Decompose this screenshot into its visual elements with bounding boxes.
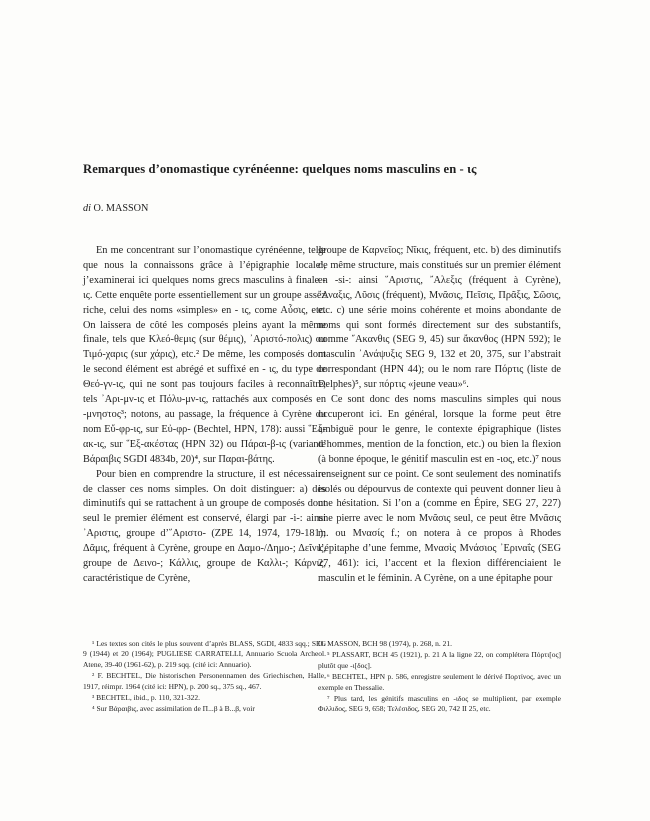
paragraph: Pour bien en comprendre la structure, il est nécessaire de classer ces noms simples. On doit distinguer: a) des diminutifs qui se rattachent à un groupe de composés dont seul le premier élément est conservé, élargi par -i-: ainsi ᾽Αριστις, groupe d’῞Αριστο- (ZPE 14, 1974, 179-181); Δᾶμις, fréquent à Cyrène, groupe en Δαμο-/Δημο-; Δεῖνις, groupe de Δεινο-; Κάλλις, groupe de Καλλι-; Κάρνις, caractéristique de Cyrène, bbox=[83, 468, 326, 584]
footnote: ⁵ PLASSART, BCH 45 (1921), p. 21 A la ligne 22, on complétera Πόρτι[ος] plutôt que -ι[δος]. bbox=[318, 650, 561, 670]
author-prefix: di bbox=[83, 203, 91, 214]
paragraph: Ce sont donc des noms masculins simples qui nous occuperont ici. En général, lorsque la forme peut être ambiguë pour le genre, le contexte épigraphique (listes d’hommes, mention de la fonction, etc.) ou bien la flexion (à bonne époque, le génitif masculin est en -ιος, etc.)⁷ nous renseignent sur ce point. Ce sont seulement des nominatifs isolés ou dépourvus de contexte qui peuvent donner lieu à une hésitation. Si l’on a (comme en Épire, SEG 27, 227) une pierre avec le nom Μνᾶσις seul, ce peut être Μνᾶσις m. ou Μνασίς f.; on notera à ce propos à Rhodes l’épitaphe d’une femme, Μνασὶς Μνάσιος ᾽Εριναΐς (SEG 27, 461): ici, l’accent et la flexion différenciaient le masculin et le féminin. A Cyrène, on a une épitaphe pour bbox=[318, 394, 561, 584]
footnote: ⁶ BECHTEL, HPN p. 586, enregistre seulement le dérivé Πορτίνος, avec un exemple en Thessalie. bbox=[318, 672, 561, 692]
author-line bbox=[83, 203, 148, 214]
footnote: ⁷ Plus tard, les génitifs masculins en -ιδος se multiplient, par exemple Φιλλιδος, SEG 9, 658; Τελέσιδος, SEG 20, 742 II 25, etc. bbox=[318, 694, 561, 714]
paragraph: En me concentrant sur l’onomastique cyrénéenne, telle que nous la connaissons grâce à l’épigraphie locale¹, j’examinerai ici quelques noms grecs masculins à finale - ις. Cette enquête porte essentiellement sur un groupe assez riche, celui des noms «simples» en - ις, come Αὖσις, etc. On laissera de côté les composés pleins ayant la même finale, tels que Κλεό-θεμις (sur θέμις), ᾽Αριστό-πολις) ou Τιμό-χαρις (sur χάρις), etc.² De même, les composés dont le second élément est abrégé et suffixé en - ις, du type de Θεό-γν-ις, qui ne sont pas toujours faciles à reconnaître, tels ᾽Αρι-μν-ις et Πόλυ-μν-ις, rattachés aux composés en -μνηστος³; notons, au passage, la fréquence à Cyrène du nom Εὔ-φρ-ις, sur Εὐ-φρ- (Bechtel, HPN, 178): aussi ῞Εξ-ακ-ις, sur ῞Εξ-ακέστας (HPN 32) ou Πάραι-β-ις (variante Βάραιβις SGDI 4834b, 20)⁴, sur Παραι-βάτης. bbox=[83, 245, 326, 465]
footnotes-right bbox=[318, 639, 561, 716]
footnote: ¹ Les textes son cités le plus souvent d’après BLASS, SGDI, 4833 sqq.; SEG 9 (1944) et 20 (1964); PUGLIESE CARRATELLI, Annuario Scuola Archeol. Atene, 39-40 (1961-62), p. 219 sqq. (cité ici: Annuario). bbox=[83, 639, 326, 669]
body-column-right bbox=[318, 244, 561, 587]
footnote: ⁴ Sur Βάραιβις, avec assimilation de Π...β à Β...β, voir bbox=[92, 704, 255, 714]
footnote: ² F. BECHTEL, Die historischen Personennamen des Griechischen, Halle, 1917, réimpr. 1964 (cité ici: HPN), p. 200 sq., 375 sq., 467. bbox=[83, 671, 326, 691]
footnotes-left bbox=[83, 639, 326, 716]
body-column-left bbox=[83, 244, 326, 587]
paragraph: groupe de Καρνεῖος; Νῖκις, fréquent, etc. b) des diminutifs de même structure, mais constitués sur un premier élément en -si-: ainsi ῞Αριστις, ῎Αλεξις (fréquent à Cyrène), ῎Αναξις, Λῦσις (fréquent), Μνᾶσις, Πεῖσις, Πρᾶξις, Σῶσις, etc. c) une série moins cohérente et moins abondante de noms qui sont formés directement sur des substantifs, comme ῎Ακανθις (SEG 9, 45) sur ἄκανθος (HPN 592); le masculin ᾽Ανάψυξις SEG 9, 132 et 20, 375, sur l’abstrait correspondant (HPN 44); ou le nom rare Πόρτις (liste de Delphes)⁵, sur πόρτις «jeune veau»⁶. bbox=[318, 245, 561, 391]
article-title: Remarques d’onomastique cyrénéenne: quelques noms masculins en - ις bbox=[83, 162, 477, 176]
footnote: O. MASSON, BCH 98 (1974), p. 268, n. 21. bbox=[318, 639, 452, 648]
footnote: ³ BECHTEL, ibid., p. 110, 321-322. bbox=[92, 693, 201, 703]
author-name: O. MASSON bbox=[93, 203, 149, 214]
